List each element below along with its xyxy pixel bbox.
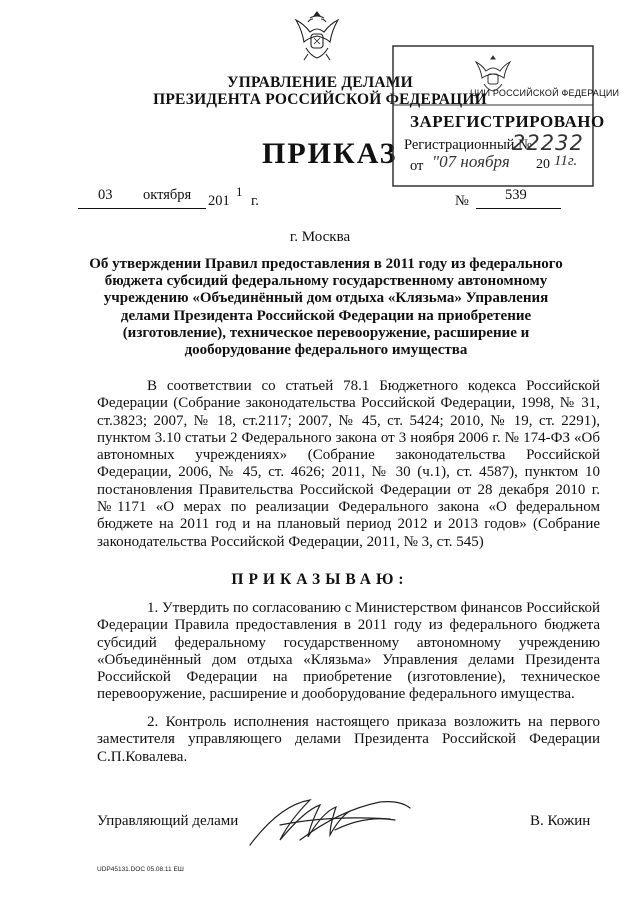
number-underline — [476, 207, 561, 209]
coat-of-arms-icon — [286, 6, 348, 64]
order-year-abbrev: г. — [251, 193, 259, 209]
date-underline — [78, 207, 206, 209]
order-number-sign: № — [455, 193, 469, 209]
organization-name-line2: ПРЕЗИДЕНТА РОССИЙСКОЙ ФЕДЕРАЦИИ — [153, 91, 487, 108]
stamp-reg-number-handwritten: 22232 — [512, 131, 584, 155]
file-reference: UDP45131.DOC 05.08.11 ЕШ — [97, 866, 184, 873]
order-month: октября — [143, 187, 192, 203]
stamp-organization-fragment: ЦИИ РОССИЙСКОЙ ФЕДЕРАЦИИ — [470, 88, 620, 98]
order-year-suffix: 1 — [236, 184, 243, 199]
stamp-year-handwritten: 11г. — [554, 153, 578, 169]
order-item-1: 1. Утвердить по согласованию с Министерством финансов Российской Федерации Правила предоставления в 2011 году из федерального бюджета субсидий федеральному государственному автономному учреждению «Объединённый дом отдыха «Клязьма» Управления делами Президента Российской Федерации на приобретение (изготовление), техническое перевооружение, расширение и дооборудование федерального имущества. — [97, 600, 600, 703]
order-year-prefix: 201 — [208, 193, 230, 209]
stamp-reg-number-label: Регистрационный № — [404, 137, 532, 153]
stamp-date-handwritten: "07 ноября — [432, 152, 510, 171]
order-subject-title: Об утверждении Правил предоставления в 2011 году из федерального бюджета субсидий федеральному государственному автономному учреждению «Объединённый дом отдыха «Клязьма» Управления делами Президента Российской Федерации на приобретение (изготовление), техническое перевооружение, расширение и дооборудование федерального имущества — [89, 256, 563, 359]
order-day: 03 — [98, 187, 113, 203]
command-heading: ПРИКАЗЫВАЮ: — [231, 571, 409, 588]
stamp-year-printed: 20 — [536, 157, 550, 172]
signatory-position: Управляющий делами — [97, 813, 239, 829]
order-number: 539 — [505, 187, 527, 203]
stamp-registered-label: ЗАРЕГИСТРИРОВАНО — [410, 112, 605, 131]
order-item-2: 2. Контроль исполнения настоящего приказа возложить на первого заместителя управляющего делами Президента Российской Федерации С.П.Ковалева. — [97, 714, 600, 765]
signatory-name: В. Кожин — [530, 813, 591, 829]
document-type-title: ПРИКАЗ — [262, 137, 398, 170]
preamble-paragraph: В соответствии со статьей 78.1 Бюджетного кодекса Российской Федерации (Собрание законодательства Российской Федерации, 1998, № 31, ст.3823; 2007, № 18, ст.2117; 2007, № 45, ст. 5424; 2010, № 19, ст. 2291), пунктом 3.10 статьи 2 Федерального закона от 3 ноября 2006 г. № 174-ФЗ «Об автономных учреждениях» (Собрание законодательства Российской Федерации, 2006, № 45, ст. 4626; 2011, № 30 (ч.1), ст. 4587), пунктом 10 постановления Правительства Российской Федерации от 28 декабря 2010 г. №1171 «О мерах по реализации Федерального закона «О федеральном бюджете на 2011 год и на плановый период 2012 и 2013 годов» (Собрание законодательства Российской Федерации, 2011, № 3, ст. 545) — [97, 378, 600, 550]
city: г. Москва — [289, 229, 351, 245]
stamp-date-prefix: от — [410, 158, 424, 174]
organization-name-line1: УПРАВЛЕНИЕ ДЕЛАМИ — [227, 74, 413, 91]
handwritten-signature — [240, 790, 430, 860]
